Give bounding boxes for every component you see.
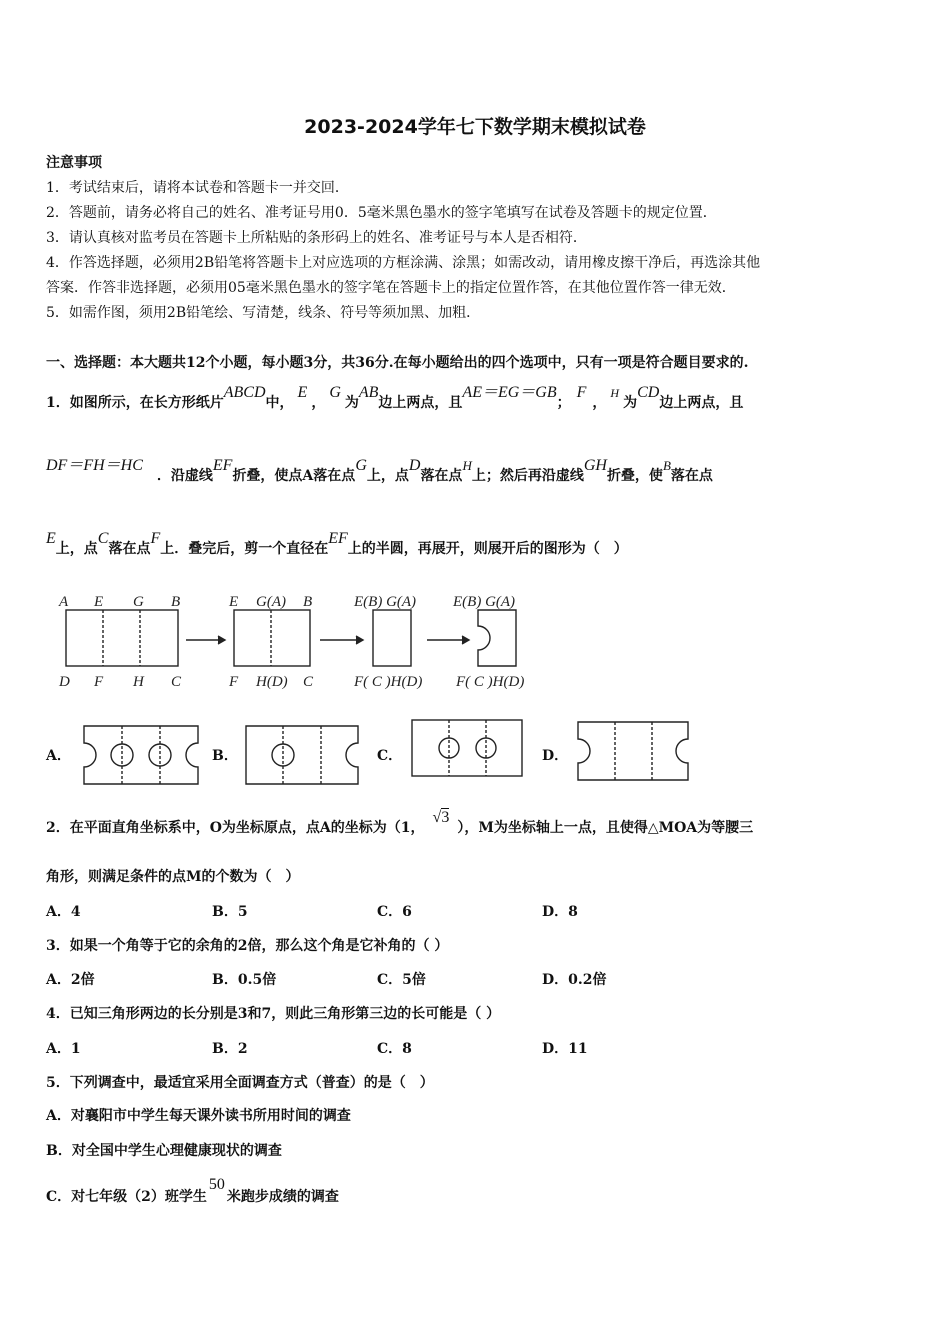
label: D — [59, 674, 70, 690]
note-item: 3．请认真核对监考员在答题卡上所粘贴的条形码上的姓名、准考证号与本人是否相符． — [46, 230, 587, 246]
q3-option-d[interactable]: D．0.2倍 — [542, 972, 607, 988]
step3-rectangle — [373, 610, 411, 666]
q1-option-a-figure[interactable] — [76, 722, 206, 788]
note-item: 2．答题前，请务必将自己的姓名、准考证号用0．5毫米黑色墨水的签字笔填写在试卷及答题卡的规定位置． — [46, 205, 717, 221]
q1-option-d-label[interactable]: D． — [542, 748, 569, 764]
step1-rectangle — [66, 610, 178, 666]
label: C — [303, 674, 314, 690]
q1-line3: E上，点C落在点F上．叠完后，剪一个直径在EF上的半圆，再展开，则展开后的图形为（ ） — [46, 530, 628, 557]
q1-option-a-label[interactable]: A． — [46, 748, 71, 764]
q2-line1: 2．在平面直角坐标系中，O为坐标原点，点A的坐标为（1，√3），M为坐标轴上一点，且使得△MOA为等腰三 — [46, 809, 754, 836]
q1-line2: DF＝FH＝HC．沿虚线EF折叠，使点A落在点G上，点D落在点H上；然后再沿虚线GH折叠，使B落在点 — [46, 457, 713, 484]
notes-heading: 注意事项 — [46, 155, 102, 171]
label: F — [94, 674, 104, 690]
q5-option-b[interactable]: B．对全国中学生心理健康现状的调查 — [46, 1143, 282, 1159]
q5-option-a[interactable]: A．对襄阳市中学生每天课外读书所用时间的调查 — [46, 1108, 351, 1124]
label: A — [59, 594, 69, 610]
label: H(D) — [256, 674, 288, 690]
q3-option-c[interactable]: C．5倍 — [377, 972, 426, 988]
label: B — [303, 594, 313, 610]
q1-option-b-label[interactable]: B． — [212, 748, 238, 764]
q2-option-a[interactable]: A．4 — [46, 904, 81, 920]
q2-line2: 角形，则满足条件的点M的个数为（ ） — [46, 869, 300, 885]
label: H — [133, 674, 144, 690]
folding-figure — [50, 588, 550, 694]
q1-option-d-figure[interactable] — [570, 718, 696, 784]
label: E — [229, 594, 239, 610]
step4-cut-shape — [478, 610, 516, 666]
arrow-3-head — [462, 636, 469, 644]
q4-option-d[interactable]: D．11 — [542, 1041, 588, 1057]
label: E — [94, 594, 104, 610]
arrow-2-head — [356, 636, 363, 644]
note-item: 1．考试结束后，请将本试卷和答题卡一并交回． — [46, 180, 349, 196]
section-heading: 一、选择题：本大题共12个小题，每小题3分，共36分.在每小题给出的四个选项中，只有一项是符合题目要求的. — [46, 355, 749, 371]
label: F — [229, 674, 239, 690]
q1-line1: 1．如图所示，在长方形纸片ABCD中，E，G为AB边上两点，且AE＝EG＝GB；F，H为CD边上两点，且 — [46, 384, 744, 411]
note-item: 5．如需作图，须用2B铅笔绘、写清楚，线条、符号等须加黑、加粗． — [46, 305, 481, 321]
label: F( C )H(D) — [354, 674, 423, 690]
q1-option-c-figure[interactable] — [406, 716, 528, 780]
q2-option-b[interactable]: B．5 — [212, 904, 248, 920]
label: B — [171, 594, 181, 610]
q1-option-c-label[interactable]: C． — [377, 748, 403, 764]
q3-option-b[interactable]: B．0.5倍 — [212, 972, 277, 988]
label: C — [171, 674, 182, 690]
q5-stem: 5．下列调查中，最适宜采用全面调查方式（普查）的是（ ） — [46, 1075, 434, 1091]
arrow-1-head — [218, 636, 225, 644]
step2-rectangle — [234, 610, 310, 666]
note-item: 答案．作答非选择题，必须用05毫米黑色墨水的签字笔在答题卡上的指定位置作答，在其他位置作答一律无效． — [46, 280, 736, 296]
q3-stem: 3．如果一个角等于它的余角的2倍，那么这个角是它补角的（ ） — [46, 938, 449, 954]
sqrt-sign: √ — [432, 809, 442, 826]
q1-option-b-figure[interactable] — [240, 722, 366, 788]
q4-option-c[interactable]: C．8 — [377, 1041, 412, 1057]
q5-option-c[interactable]: C．对七年级（2）班学生50米跑步成绩的调查 — [46, 1176, 339, 1205]
note-item: 4．作答选择题，必须用2B铅笔将答题卡上对应选项的方框涂满、涂黑；如需改动，请用橡皮擦干净后，再选涂其他 — [46, 255, 761, 271]
q4-option-b[interactable]: B．2 — [212, 1041, 248, 1057]
q4-option-a[interactable]: A．1 — [46, 1041, 81, 1057]
label: E(B) G(A) — [453, 594, 516, 610]
label: G(A) — [256, 594, 286, 610]
page-title: 2023-2024学年七下数学期末模拟试卷 — [304, 116, 646, 138]
q3-option-a[interactable]: A．2倍 — [46, 972, 95, 988]
label: E(B) G(A) — [354, 594, 417, 610]
label: F( C )H(D) — [456, 674, 525, 690]
q2-option-d[interactable]: D．8 — [542, 904, 578, 920]
label: G — [133, 594, 144, 610]
q4-stem: 4．已知三角形两边的长分别是3和7，则此三角形第三边的长可能是（ ） — [46, 1006, 501, 1022]
q2-option-c[interactable]: C．6 — [377, 904, 412, 920]
